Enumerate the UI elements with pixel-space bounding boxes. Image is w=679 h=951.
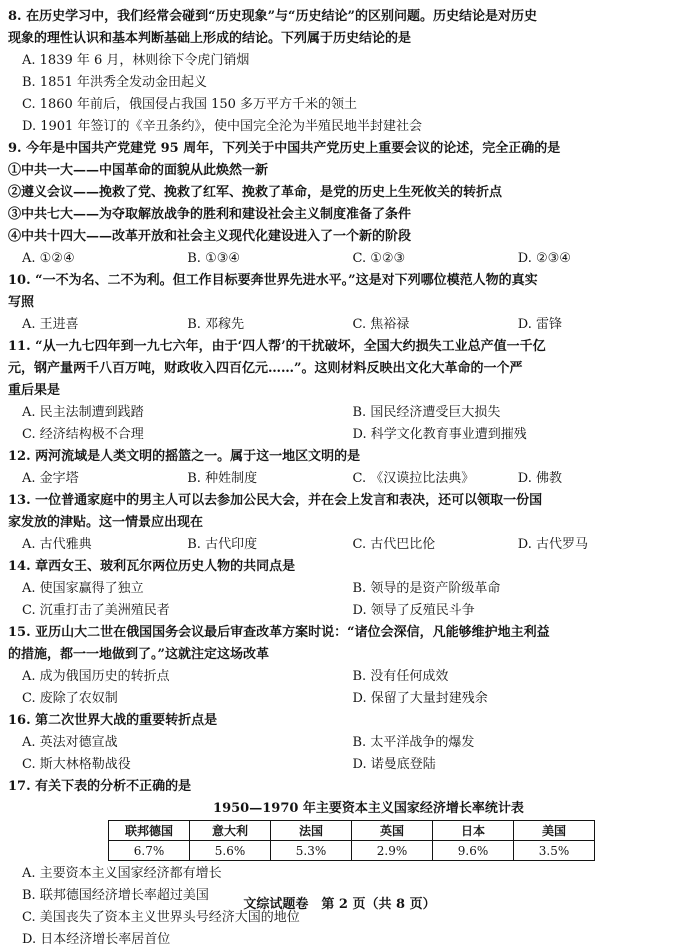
option-b: B. 国民经济遭受巨大损失 — [352, 405, 501, 420]
option-a: A. 成为俄国历史的转折点 — [22, 669, 170, 684]
option-b: B. 种姓制度 — [187, 471, 258, 486]
question-stem: 17. 有关下表的分析不正确的是 — [8, 779, 192, 794]
question-stem: 13. 一位普通家庭中的男主人可以去参加公民大会，并在会上发言和表决，还可以领取一份国 — [8, 493, 543, 508]
option-b: B. 古代印度 — [187, 537, 258, 552]
option-b: B. 没有任何成效 — [352, 669, 449, 684]
options-grid — [8, 578, 669, 622]
table-header-cell: 美国 — [514, 821, 595, 841]
option-c: C. 沉重打击了美洲殖民者 — [22, 603, 170, 618]
table-row — [109, 841, 595, 861]
question-stem: 9. 今年是中国共产党建党 95 周年，下列关于中国共产党历史上重要会议的论述，完全正确的是 — [8, 141, 561, 156]
option-b: B. ①③④ — [187, 251, 241, 266]
table-cell: 9.6% — [433, 841, 514, 861]
table-header-cell: 英国 — [352, 821, 433, 841]
option-b: B. 邓稼先 — [187, 317, 245, 332]
statement-3: ③中共七大——为夺取解放战争的胜利和建设社会主义制度准备了条件 — [8, 207, 412, 222]
question-10 — [8, 270, 669, 336]
question-stem: 10. “一不为名、二不为利。但工作目标要奔世界先进水平。”这是对下列哪位模范人物的真实 — [8, 273, 538, 288]
question-9 — [8, 138, 669, 270]
option-a: A. 使国家赢得了独立 — [22, 581, 144, 596]
question-16 — [8, 710, 669, 776]
question-8 — [8, 6, 669, 138]
options-row — [8, 468, 669, 490]
option-c: C. 古代巴比伦 — [352, 537, 436, 552]
question-stem: 写照 — [8, 295, 35, 310]
option-a: A. 1839 年 6 月，林则徐下令虎门销烟 — [22, 53, 250, 68]
question-stem: 15. 亚历山大二世在俄国国务会议最后审查改革方案时说：“诸位会深信，凡能够维护地主利益 — [8, 625, 550, 640]
option-b: B. 1851 年洪秀全发动金田起义 — [22, 75, 208, 90]
question-stem: 16. 第二次世界大战的重要转折点是 — [8, 713, 218, 728]
table-header-cell: 联邦德国 — [109, 821, 190, 841]
option-a: A. 古代雅典 — [22, 537, 92, 552]
option-d: D. 1901 年签订的《辛丑条约》，使中国完全沦为半殖民地半封建社会 — [22, 119, 422, 134]
option-c: C. 《汉谟拉比法典》 — [352, 471, 475, 486]
option-b: B. 联邦德国经济增长率超过美国 — [22, 888, 209, 903]
option-d: D. 日本经济增长率居首位 — [22, 932, 171, 947]
question-14 — [8, 556, 669, 622]
options-grid — [8, 402, 669, 446]
question-stem: 14. 章西女王、玻利瓦尔两位历史人物的共同点是 — [8, 559, 296, 574]
option-c: C. 斯大林格勒战役 — [22, 757, 131, 772]
option-d: D. 雷锋 — [517, 317, 562, 332]
option-a: A. ①②④ — [22, 251, 75, 266]
options-row — [8, 248, 669, 270]
question-13 — [8, 490, 669, 556]
options-row — [8, 534, 669, 556]
options-grid — [8, 732, 669, 776]
question-stem: 重后果是 — [8, 383, 61, 398]
option-c: C. 1860 年前后，俄国侵占我国 150 多万平方千米的领土 — [22, 97, 358, 112]
question-stem: 的措施，都一一地做到了。”这就注定这场改革 — [8, 647, 269, 662]
option-b: B. 领导的是资产阶级革命 — [352, 581, 501, 596]
option-d: D. 佛教 — [517, 471, 562, 486]
option-a: A. 金字塔 — [22, 471, 79, 486]
option-c: C. 废除了农奴制 — [22, 691, 118, 706]
table-header-cell: 意大利 — [190, 821, 271, 841]
question-17 — [8, 776, 669, 951]
option-b: B. 太平洋战争的爆发 — [352, 735, 475, 750]
question-11 — [8, 336, 669, 446]
option-d: D. 领导了反殖民斗争 — [352, 603, 475, 618]
option-d: D. 科学文化教育事业遭到摧残 — [352, 427, 527, 442]
table-header-cell: 法国 — [271, 821, 352, 841]
table-header-cell: 日本 — [433, 821, 514, 841]
question-stem: 家发放的津贴。这一情景应出现在 — [8, 515, 204, 530]
options-grid — [8, 666, 669, 710]
growth-rate-table — [108, 820, 595, 861]
table-cell: 2.9% — [352, 841, 433, 861]
option-a: A. 英法对德宣战 — [22, 735, 118, 750]
option-c: C. ①②③ — [352, 251, 406, 266]
question-stem: 12. 两河流域是人类文明的摇篮之一。属于这一地区文明的是 — [8, 449, 361, 464]
table-cell: 5.3% — [271, 841, 352, 861]
option-c: C. 经济结构极不合理 — [22, 427, 144, 442]
question-stem: 11. “从一九七四年到一九七六年，由于‘四人帮’的干扰破坏，全国大约损失工业总产值一千亿 — [8, 339, 546, 354]
option-a: A. 主要资本主义国家经济都有增长 — [22, 866, 222, 881]
option-a: A. 王进喜 — [22, 317, 79, 332]
table-header-row — [109, 821, 595, 841]
table-cell: 5.6% — [190, 841, 271, 861]
statement-1: ①中共一大——中国革命的面貌从此焕然一新 — [8, 163, 269, 178]
table-cell: 6.7% — [109, 841, 190, 861]
option-d: D. ②③④ — [517, 251, 571, 266]
question-15 — [8, 622, 669, 710]
option-a: A. 民主法制遭到践踏 — [22, 405, 144, 420]
question-stem: 现象的理性认识和基本判断基础上形成的结论。下列属于历史结论的是 — [8, 31, 412, 46]
statement-4: ④中共十四大——改革开放和社会主义现代化建设进入了一个新的阶段 — [8, 229, 412, 244]
statement-2: ②遵义会议——挽救了党、挽救了红军、挽救了革命，是党的历史上生死攸关的转折点 — [8, 185, 503, 200]
option-d: D. 保留了大量封建残余 — [352, 691, 488, 706]
page-footer: 文综试题卷 第 2 页（共 8 页） — [243, 897, 436, 912]
question-stem: 8. 在历史学习中，我们经常会碰到“历史现象”与“历史结论”的区别问题。历史结论是对历史 — [8, 9, 538, 24]
options-row — [8, 314, 669, 336]
option-d: D. 古代罗马 — [517, 537, 588, 552]
question-12 — [8, 446, 669, 490]
option-d: D. 诺曼底登陆 — [352, 757, 436, 772]
table-title: 1950—1970 年主要资本主义国家经济增长率统计表 — [213, 801, 524, 816]
table-cell: 3.5% — [514, 841, 595, 861]
option-c: C. 美国丧失了资本主义世界头号经济大国的地位 — [22, 910, 300, 925]
question-stem: 元，钢产量两千八百万吨，财政收入四百亿元……”。这则材料反映出文化大革命的一个严 — [8, 361, 523, 376]
option-c: C. 焦裕禄 — [352, 317, 410, 332]
